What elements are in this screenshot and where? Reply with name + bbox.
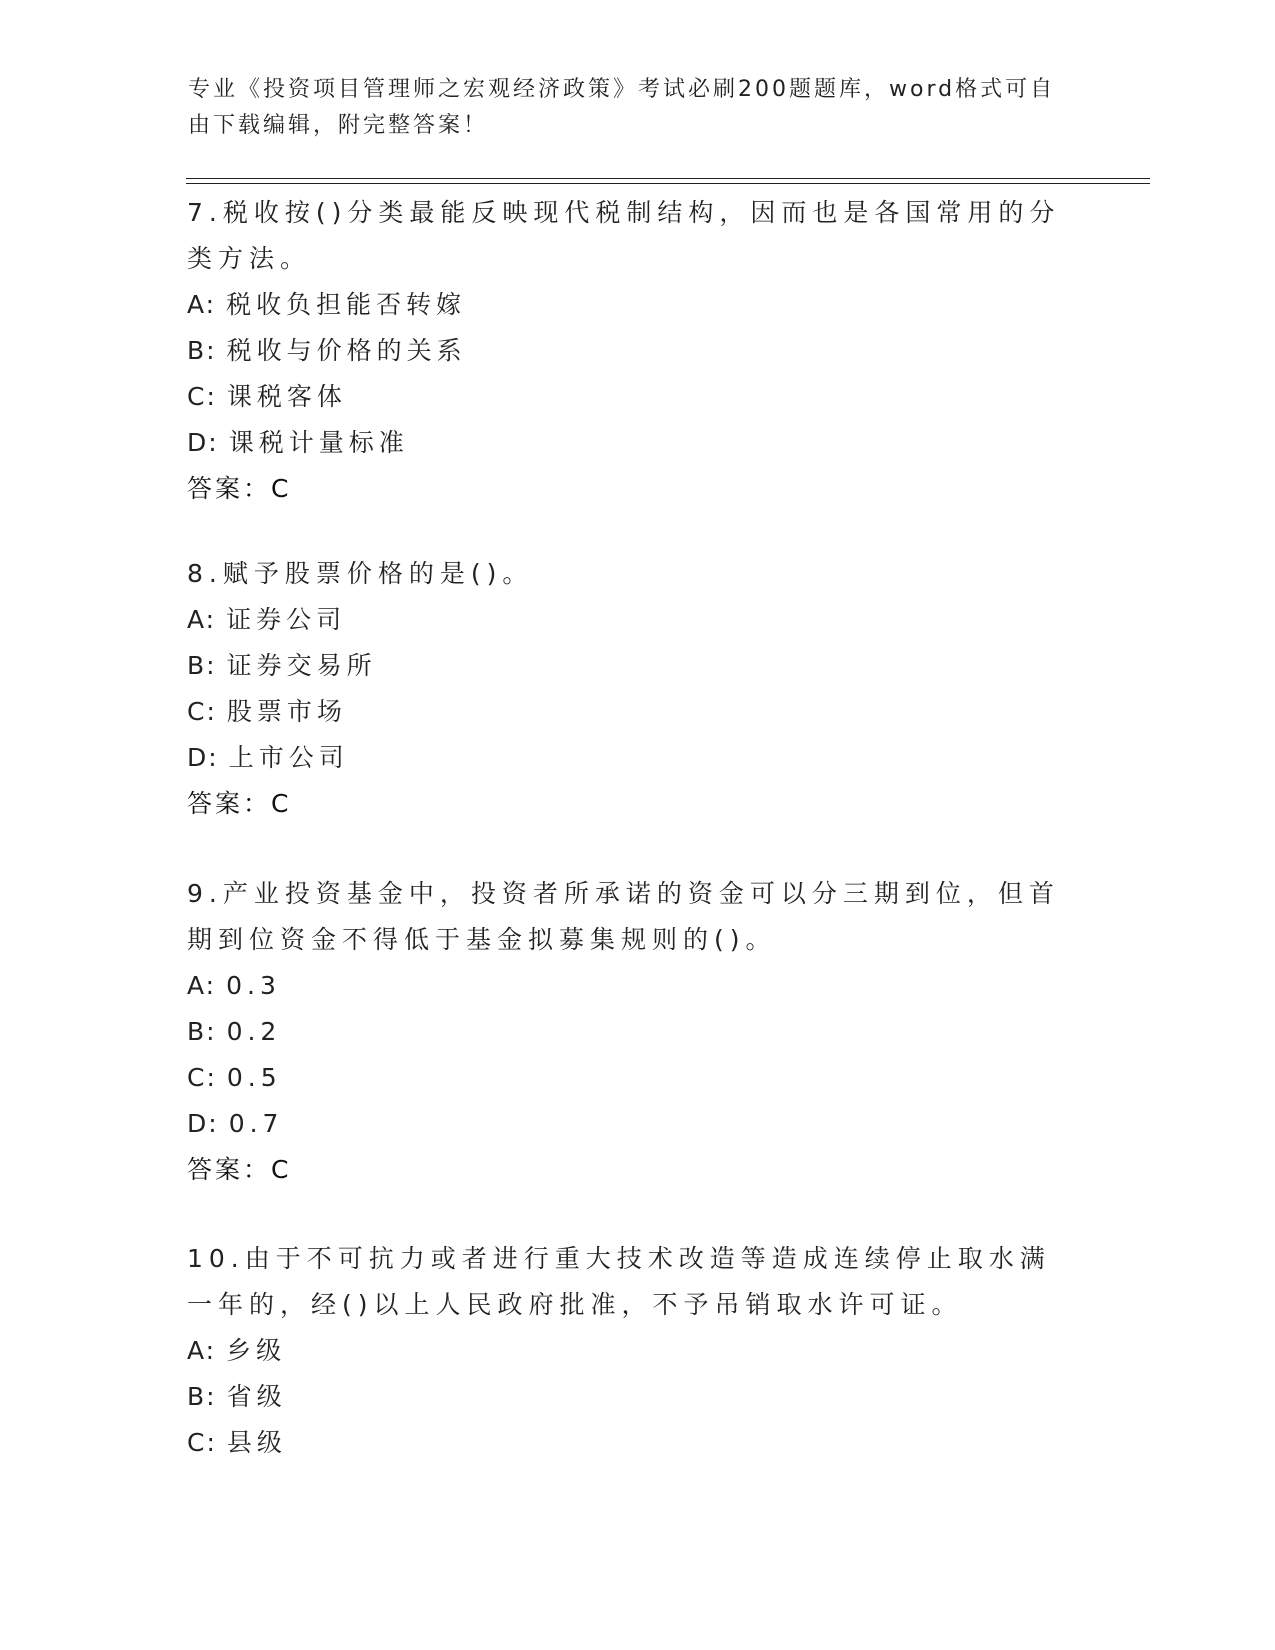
header-divider-bottom [186, 183, 1150, 184]
option-letter: A: [187, 605, 217, 634]
option-letter: A: [187, 290, 217, 319]
option-c [187, 374, 1067, 420]
option-b [187, 1009, 1067, 1055]
option-a [187, 1328, 1067, 1374]
option-b [187, 643, 1067, 689]
option-a [187, 597, 1067, 643]
question-stem: 7.税收按()分类最能反映现代税制结构，因而也是各国常用的分类方法。 [187, 198, 1061, 273]
answer-line: 答案：C [187, 789, 292, 818]
option-d [187, 1101, 1067, 1147]
option-text: 县级 [226, 1428, 287, 1457]
option-text: 0.3 [226, 971, 281, 1000]
option-letter: B: [187, 651, 217, 680]
option-letter: C: [187, 1063, 217, 1092]
option-letter: B: [187, 1382, 217, 1411]
option-text: 股票市场 [226, 697, 347, 726]
option-c [187, 1420, 1067, 1466]
option-letter: A: [187, 971, 217, 1000]
option-text: 乡级 [226, 1336, 287, 1365]
option-a [187, 963, 1067, 1009]
option-b [187, 1374, 1067, 1420]
option-letter: C: [187, 1428, 217, 1457]
option-text: 省级 [226, 1382, 287, 1411]
option-letter: C: [187, 697, 217, 726]
option-a [187, 282, 1067, 328]
option-b [187, 328, 1067, 374]
question-stem: 9.产业投资基金中，投资者所承诺的资金可以分三期到位，但首期到位资金不得低于基金拟募集规则的()。 [187, 879, 1060, 954]
option-c [187, 1055, 1067, 1101]
option-d [187, 735, 1067, 781]
option-letter: B: [187, 336, 217, 365]
question-stem: 10.由于不可抗力或者进行重大技术改造等造成连续停止取水满一年的，经()以上人民政府批准，不予吊销取水许可证。 [187, 1244, 1051, 1319]
option-d [187, 420, 1067, 466]
option-c [187, 689, 1067, 735]
option-text: 课税计量标准 [228, 428, 409, 457]
option-letter: D: [187, 743, 219, 772]
question-8 [187, 551, 1067, 827]
answer-line: 答案：C [187, 1155, 292, 1184]
header-divider-top [186, 178, 1150, 179]
option-text: 上市公司 [228, 743, 349, 772]
question-7 [187, 190, 1067, 512]
option-text: 课税客体 [226, 382, 347, 411]
option-text: 0.7 [228, 1109, 284, 1138]
option-letter: B: [187, 1017, 217, 1046]
option-letter: D: [187, 1109, 219, 1138]
option-text: 0.2 [226, 1017, 282, 1046]
option-text: 税收负担能否转嫁 [226, 290, 467, 319]
option-letter: A: [187, 1336, 217, 1365]
document-header: 专业《投资项目管理师之宏观经济政策》考试必刷200题题库，word格式可自由下载编辑，附完整答案！ [188, 77, 1056, 138]
option-text: 税收与价格的关系 [226, 336, 467, 365]
option-letter: D: [187, 428, 219, 457]
answer-line: 答案：C [187, 474, 292, 503]
option-letter: C: [187, 382, 217, 411]
option-text: 0.5 [226, 1063, 282, 1092]
question-stem: 8.赋予股票价格的是()。 [187, 559, 534, 588]
option-text: 证券交易所 [226, 651, 377, 680]
question-10 [187, 1236, 1067, 1466]
option-text: 证券公司 [226, 605, 347, 634]
question-9 [187, 871, 1067, 1193]
